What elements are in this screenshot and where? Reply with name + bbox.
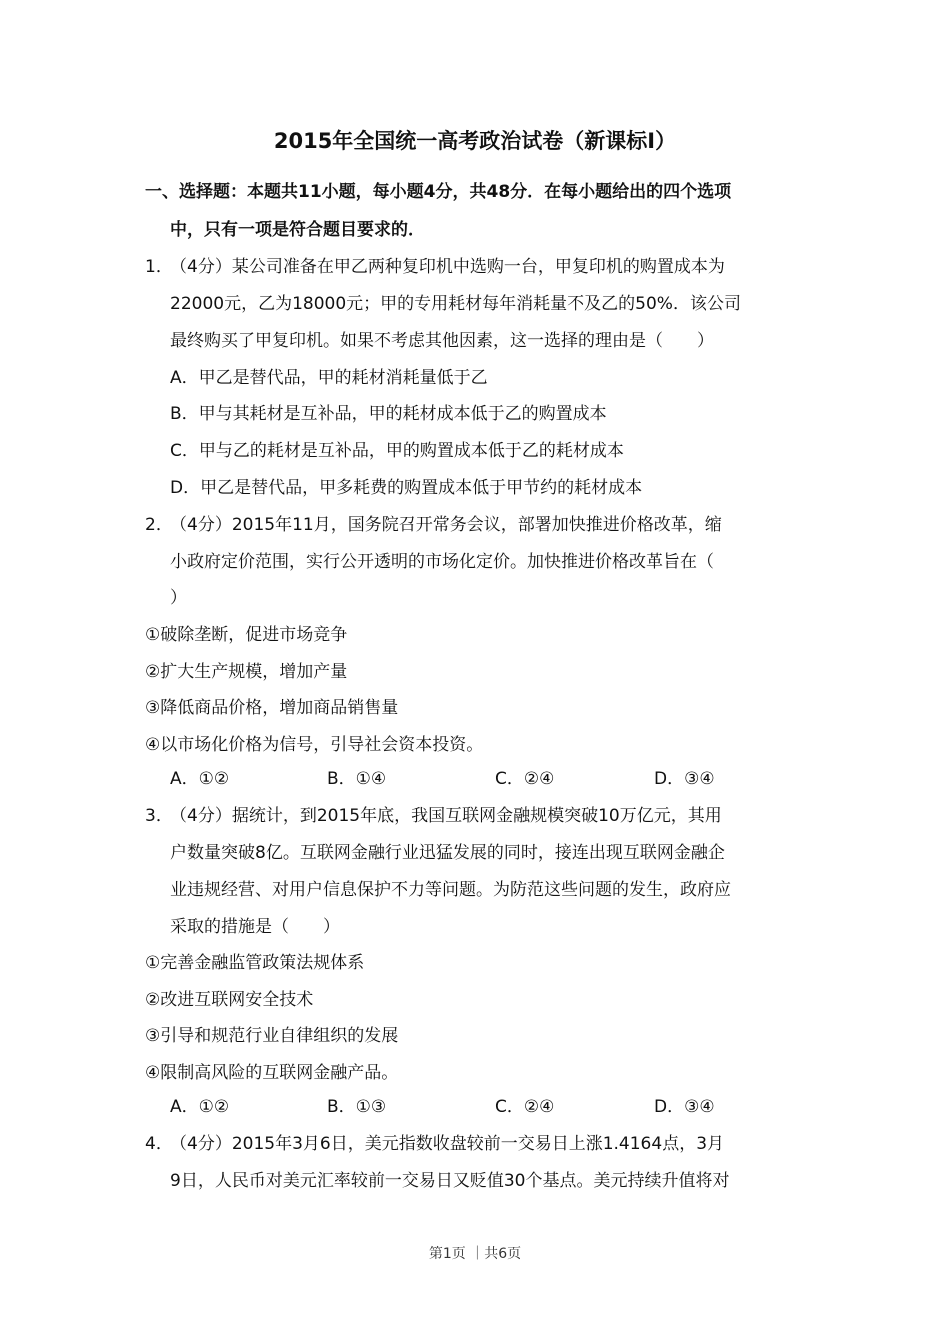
question-4-text-line: （4分）2015年3月6日，美元指数收盘较前一交易日上涨1.4164点，3月: [170, 1134, 725, 1154]
question-1-option-b: B．甲与其耗材是互补品，甲的耗材成本低于乙的购置成本: [170, 404, 607, 424]
question-3-option-a: A．①②: [170, 1097, 230, 1117]
question-2-text-line: 小政府定价范围，实行公开透明的市场化定价。加快推进价格改革旨在（: [170, 552, 714, 572]
question-1-number: 1．: [145, 257, 173, 277]
question-2-statement-2: ②扩大生产规模，增加产量: [145, 662, 348, 682]
question-1-text-line: （4分）某公司准备在甲乙两种复印机中选购一台，甲复印机的购置成本为: [170, 257, 725, 277]
question-2-option-c: C．②④: [495, 769, 555, 789]
question-3-option-c: C．②④: [495, 1097, 555, 1117]
question-4-text-line: 9日，人民币对美元汇率较前一交易日又贬值30个基点。美元持续升值将对: [170, 1171, 730, 1191]
question-2-option-b: B．①④: [327, 769, 387, 789]
question-3-option-b: B．①③: [327, 1097, 387, 1117]
question-1-text-line: 最终购买了甲复印机。如果不考虑其他因素，这一选择的理由是（ ）: [170, 331, 714, 351]
question-3-text-line: 业违规经营、对用户信息保护不力等问题。为防范这些问题的发生，政府应: [170, 880, 731, 900]
question-2-statement-3: ③降低商品价格，增加商品销售量: [145, 698, 399, 718]
question-1-option-c: C．甲与乙的耗材是互补品，甲的购置成本低于乙的耗材成本: [170, 441, 624, 461]
question-3-statement-4: ④限制高风险的互联网金融产品。: [145, 1063, 399, 1083]
question-3-option-d: D．③④: [654, 1097, 715, 1117]
question-1-option-a: A．甲乙是替代品，甲的耗材消耗量低于乙: [170, 368, 488, 388]
question-3-text-line: （4分）据统计，到2015年底，我国互联网金融规模突破10万亿元，其用: [170, 806, 722, 826]
section-heading-line2: 中，只有一项是符合题目要求的．: [170, 220, 425, 240]
question-2-text-line: ）: [170, 588, 187, 608]
question-1-text-line: 22000元，乙为18000元；甲的专用耗材每年消耗量不及乙的50%．该公司: [170, 294, 741, 314]
question-2-text-line: （4分）2015年11月，国务院召开常务会议，部署加快推进价格改革，缩: [170, 515, 722, 535]
question-1-option-d: D．甲乙是替代品，甲多耗费的购置成本低于甲节约的耗材成本: [170, 478, 643, 498]
section-heading-line1: 一、选择题：本题共11小题，每小题4分，共48分．在每小题给出的四个选项: [145, 182, 732, 202]
page-title: 2015年全国统一高考政治试卷（新课标Ⅰ）: [273, 129, 677, 153]
question-2-option-d: D．③④: [654, 769, 715, 789]
question-3-text-line: 户数量突破8亿。互联网金融行业迅猛发展的同时，接连出现互联网金融企: [170, 843, 725, 863]
question-3-statement-3: ③引导和规范行业自律组织的发展: [145, 1026, 399, 1046]
question-3-text-line: 采取的措施是（ ）: [170, 917, 340, 937]
question-3-number: 3．: [145, 806, 173, 826]
question-3-statement-2: ②改进互联网安全技术: [145, 990, 314, 1010]
question-2-statement-1: ①破除垄断，促进市场竞争: [145, 625, 348, 645]
question-3-statement-1: ①完善金融监管政策法规体系: [145, 953, 365, 973]
question-2-statement-4: ④以市场化价格为信号，引导社会资本投资。: [145, 735, 484, 755]
page-footer: 第1页 ｜共6页: [428, 1246, 522, 1262]
question-2-number: 2．: [145, 515, 173, 535]
question-4-number: 4．: [145, 1134, 173, 1154]
question-2-option-a: A．①②: [170, 769, 230, 789]
